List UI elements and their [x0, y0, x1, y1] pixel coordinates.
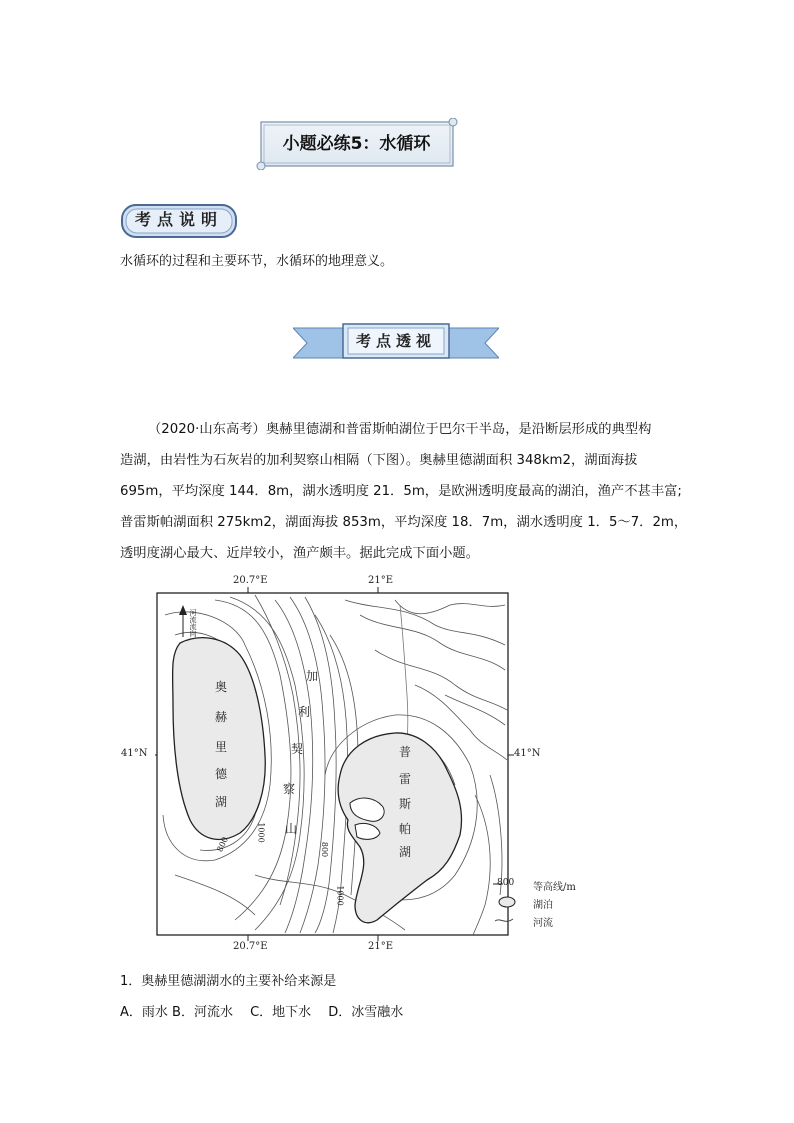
passage-line: 普雷斯帕湖面积 275km2，湖面海拔 853m，平均深度 18．7m，湖水透明度 1．5～7．2m，: [120, 515, 688, 530]
lake1-char: 奥: [215, 680, 228, 694]
passage-line: 695m，平均深度 144．8m，湖水透明度 21．5m，是欧洲透明度最高的湖泊，渔产不甚丰富;: [120, 484, 682, 499]
mountain-char: 山: [285, 822, 298, 836]
lake1-char: 赫: [215, 710, 228, 724]
lake2-char: 普: [399, 745, 412, 759]
mountain-char: 察: [283, 782, 296, 796]
section-badge-explanation: [120, 203, 238, 239]
passage-line: 透明度湖心最大、近岸较小，渔产颇丰。据此完成下面小题。: [120, 546, 480, 561]
lat-label-right: 41°N: [514, 748, 541, 759]
topographic-map: [121, 575, 595, 955]
mountain-char: 利: [298, 705, 311, 719]
legend-contour-symbol: 800: [497, 878, 515, 888]
lake2-char: 雷: [399, 772, 412, 786]
river-flow-label: 河流流向: [189, 609, 197, 637]
contour-label: 1000: [335, 885, 345, 906]
page-title: 小题必练5：水循环: [282, 134, 431, 154]
legend-river-label: 河流: [533, 918, 553, 929]
contour-label: 800: [215, 835, 230, 854]
legend-contour-label: 等高线/m: [533, 882, 576, 893]
section-ribbon-perspective: [293, 322, 499, 362]
contour-label: 1000: [256, 822, 266, 843]
lon-label-bottom-left: 20.7°E: [233, 941, 268, 952]
intro-text: 水循环的过程和主要环节，水循环的地理意义。: [120, 254, 394, 269]
passage-line: （2020·山东高考）奥赫里德湖和普雷斯帕湖位于巴尔干半岛，是沿断层形成的典型构: [148, 422, 652, 437]
lat-label-left: 41°N: [121, 748, 148, 759]
lon-label-bottom-right: 21°E: [368, 941, 394, 952]
passage-line: 造湖，由岩性为石灰岩的加利契察山相隔（下图）。奥赫里德湖面积 348km2，湖面海拔: [120, 453, 638, 468]
lake2-char: 帕: [399, 822, 412, 836]
question-options: A．雨水 B．河流水 C．地下水 D．冰雪融水: [120, 1005, 404, 1020]
mountain-char: 加: [306, 669, 319, 683]
mountain-char: 契: [291, 742, 304, 756]
contour-label: 800: [320, 841, 330, 858]
question-stem: 1．奥赫里德湖湖水的主要补给来源是: [120, 974, 337, 989]
title-banner: [255, 118, 458, 170]
ribbon-label: 考点透视: [355, 332, 436, 350]
lake1-char: 德: [215, 767, 228, 781]
badge-label: 考点说明: [134, 210, 223, 229]
lon-label-top-left: 20.7°E: [233, 575, 268, 586]
legend-lake-label: 湖泊: [533, 900, 553, 911]
lake2-char: 湖: [399, 845, 412, 859]
lake1-char: 湖: [215, 795, 228, 809]
lake1-char: 里: [215, 740, 228, 754]
lon-label-top-right: 21°E: [368, 575, 394, 586]
lake2-char: 斯: [399, 797, 412, 811]
